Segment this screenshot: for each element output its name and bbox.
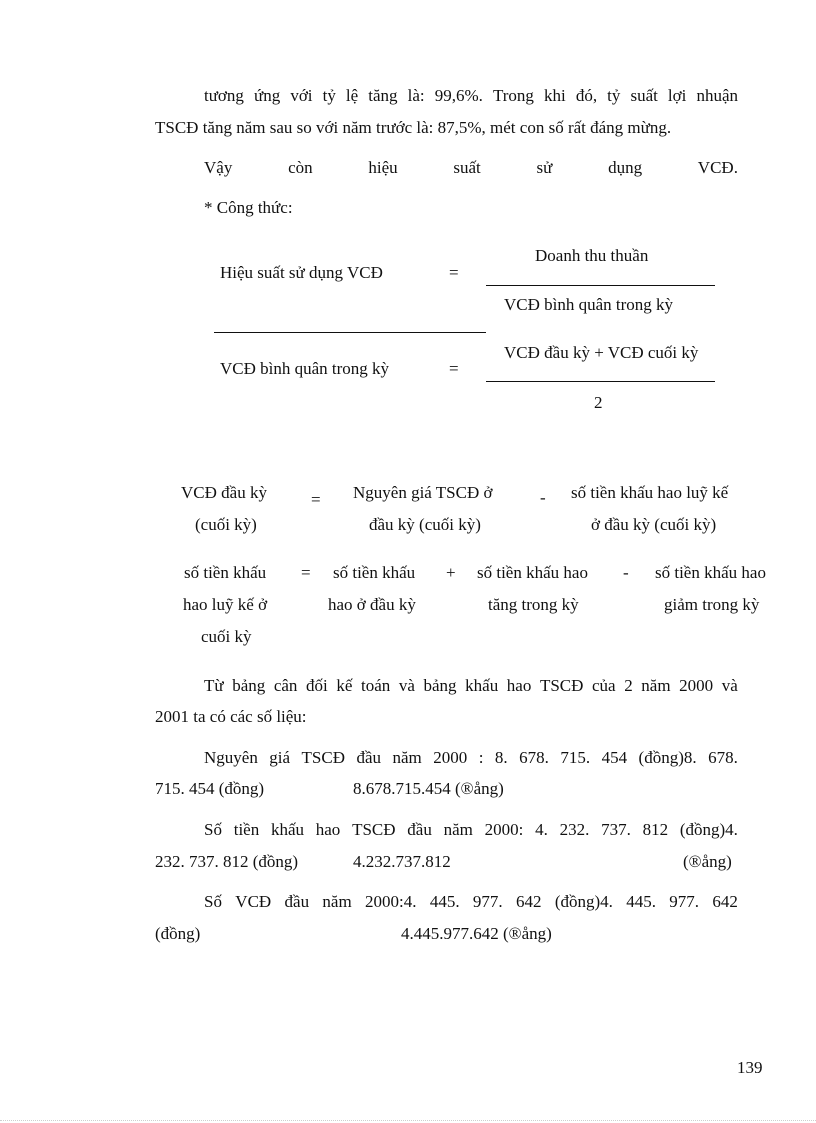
word: lệ xyxy=(345,86,359,105)
word: 2000 xyxy=(433,748,468,767)
formula4-term1-line2: hao ở đầu kỳ xyxy=(328,595,416,614)
para2-line xyxy=(204,158,738,178)
word: tỷ xyxy=(322,86,336,105)
word: năm xyxy=(443,820,473,839)
word: đầu xyxy=(356,748,382,767)
para5-line2-a: 232. 737. 812 (đồng) xyxy=(155,852,299,871)
word: VCĐ. xyxy=(697,158,738,177)
formula4-minus: - xyxy=(623,563,629,582)
word: và xyxy=(398,676,415,695)
word: tỷ xyxy=(607,86,621,105)
word: 2000: xyxy=(484,820,524,839)
word: toán xyxy=(361,676,391,695)
formula4-term2-line2: tăng trong kỳ xyxy=(488,595,579,614)
word: lợi xyxy=(667,86,687,105)
word: ứng xyxy=(254,86,281,105)
word: 445. xyxy=(626,892,656,911)
word: Số xyxy=(204,892,222,911)
para3-line1 xyxy=(204,676,738,696)
word: (đồng)8. xyxy=(638,748,697,767)
word: nhuận xyxy=(696,86,738,105)
para1-line2: TSCĐ tăng năm sau so với năm trước là: 87,5%, mét con số rất đáng mừng. xyxy=(155,118,672,137)
word: 99,6%. xyxy=(434,86,483,105)
word: khi xyxy=(544,86,566,105)
word: Trong xyxy=(492,86,534,105)
formula1-numerator: Doanh thu thuần xyxy=(535,246,649,265)
word: đầu xyxy=(284,892,310,911)
page-number: 139 xyxy=(737,1058,763,1077)
word: với xyxy=(290,86,313,105)
formula2-lhs: VCĐ bình quân trong kỳ xyxy=(220,359,390,378)
para6-line2-b: 4.445.977.642 (®ång) xyxy=(401,924,552,943)
para4-line2-a: 715. 454 (đồng) xyxy=(155,779,265,798)
formula2-eq: = xyxy=(449,359,459,378)
word: giá xyxy=(269,748,291,767)
formula4-term2-line1: số tiền khấu hao xyxy=(477,563,588,582)
para5-line2-b: 4.232.737.812 xyxy=(353,852,451,871)
formula3-term2-line1: số tiền khấu hao luỹ kế xyxy=(571,483,729,502)
word: đối xyxy=(306,676,328,695)
formula2-denominator: 2 xyxy=(594,393,603,412)
word: 678. xyxy=(708,748,738,767)
formula4-lhs-line2: hao luỹ kế ở xyxy=(183,595,268,614)
word: tương xyxy=(204,86,244,105)
word: 642 xyxy=(515,892,542,911)
word: (đồng)4. xyxy=(679,820,738,839)
word: 4. xyxy=(535,820,548,839)
formula3-lhs-line1: VCĐ đầu kỳ xyxy=(181,483,267,502)
word: 2000 xyxy=(679,676,714,695)
formula1-denominator: VCĐ bình quân trong kỳ xyxy=(504,295,674,314)
word: khấu xyxy=(270,820,305,839)
word: tiền xyxy=(233,820,260,839)
word: kế xyxy=(336,676,353,695)
word: suất xyxy=(453,158,481,177)
word: 454 xyxy=(601,748,628,767)
formula3-term2-line2: ở đầu kỳ (cuối kỳ) xyxy=(591,515,717,534)
word: TSCĐ xyxy=(539,676,584,695)
formula-heading: * Công thức: xyxy=(204,198,293,217)
word: hao xyxy=(506,676,532,695)
formula4-plus: + xyxy=(446,563,456,582)
word: 2 xyxy=(624,676,633,695)
word: đó, xyxy=(575,86,598,105)
word: đầu xyxy=(407,820,432,839)
word: năm xyxy=(322,892,352,911)
word: TSCĐ xyxy=(352,820,396,839)
formula4-term3-line2: giảm trong kỳ xyxy=(664,595,760,614)
formula3-term1-line2: đầu kỳ (cuối kỳ) xyxy=(369,515,481,534)
word: (đồng)4. xyxy=(554,892,613,911)
word: 977. xyxy=(669,892,700,911)
word: 812 xyxy=(642,820,669,839)
word: : xyxy=(478,748,484,767)
formula3-term1-line1: Nguyên giá TSCĐ ở xyxy=(353,483,493,502)
word: tăng xyxy=(368,86,398,105)
word: cân xyxy=(273,676,298,695)
para5-line1 xyxy=(204,820,738,840)
formula1-fraction-bar xyxy=(486,285,715,286)
word: hao xyxy=(315,820,341,839)
word: hiệu xyxy=(368,158,398,177)
formula2-numerator: VCĐ đầu kỳ + VCĐ cuối kỳ xyxy=(504,343,699,362)
para1-line1 xyxy=(204,86,738,106)
word: 2000:4. xyxy=(365,892,417,911)
formula2-fraction-bar xyxy=(486,381,715,382)
para5-line2-c: (®ång) xyxy=(683,852,732,871)
word: dụng xyxy=(608,158,643,177)
formula4-lhs-line3: cuối kỳ xyxy=(201,627,252,646)
word: còn xyxy=(288,158,313,177)
page-bottom-dotted-border xyxy=(0,1120,816,1121)
formula4-term3-line1: số tiền khấu hao xyxy=(655,563,766,582)
para4-line2-b: 8.678.715.454 (®ång) xyxy=(353,779,504,798)
word: Vậy xyxy=(204,158,233,177)
para6-line2-a: (đồng) xyxy=(155,924,201,943)
word: Từ xyxy=(204,676,224,695)
formula4-eq: = xyxy=(301,563,311,582)
word: 642 xyxy=(712,892,738,911)
word: 715. xyxy=(560,748,591,767)
formula-separator-line xyxy=(214,332,486,333)
word: và xyxy=(721,676,738,695)
word: 8. xyxy=(494,748,508,767)
word: 977. xyxy=(472,892,503,911)
word: 445. xyxy=(429,892,460,911)
word: 737. xyxy=(601,820,631,839)
word: sử xyxy=(536,158,553,177)
word: bảng xyxy=(232,676,266,695)
para4-line1 xyxy=(204,748,738,768)
word: 232. xyxy=(559,820,590,839)
word: Số xyxy=(204,820,222,839)
formula3-eq: = xyxy=(311,490,321,509)
formula1-eq: = xyxy=(449,263,459,282)
word: khấu xyxy=(465,676,499,695)
formula3-minus: - xyxy=(540,488,546,507)
word: VCĐ xyxy=(235,892,272,911)
formula4-term1-line1: số tiền khấu xyxy=(333,563,416,582)
formula3-lhs-line2: (cuối kỳ) xyxy=(195,515,257,534)
word: suất xyxy=(630,86,658,105)
word: của xyxy=(592,676,616,695)
word: 678. xyxy=(519,748,549,767)
formula4-lhs-line1: số tiền khấu xyxy=(184,563,267,582)
para3-line2: 2001 ta có các số liệu: xyxy=(155,707,307,726)
word: là: xyxy=(407,86,425,105)
word: bảng xyxy=(423,676,457,695)
word: Nguyên xyxy=(204,748,258,767)
para6-line1 xyxy=(204,892,738,912)
formula1-lhs: Hiệu suất sử dụng VCĐ xyxy=(220,263,383,282)
word: năm xyxy=(641,676,671,695)
word: TSCĐ xyxy=(301,748,346,767)
word: năm xyxy=(392,748,422,767)
